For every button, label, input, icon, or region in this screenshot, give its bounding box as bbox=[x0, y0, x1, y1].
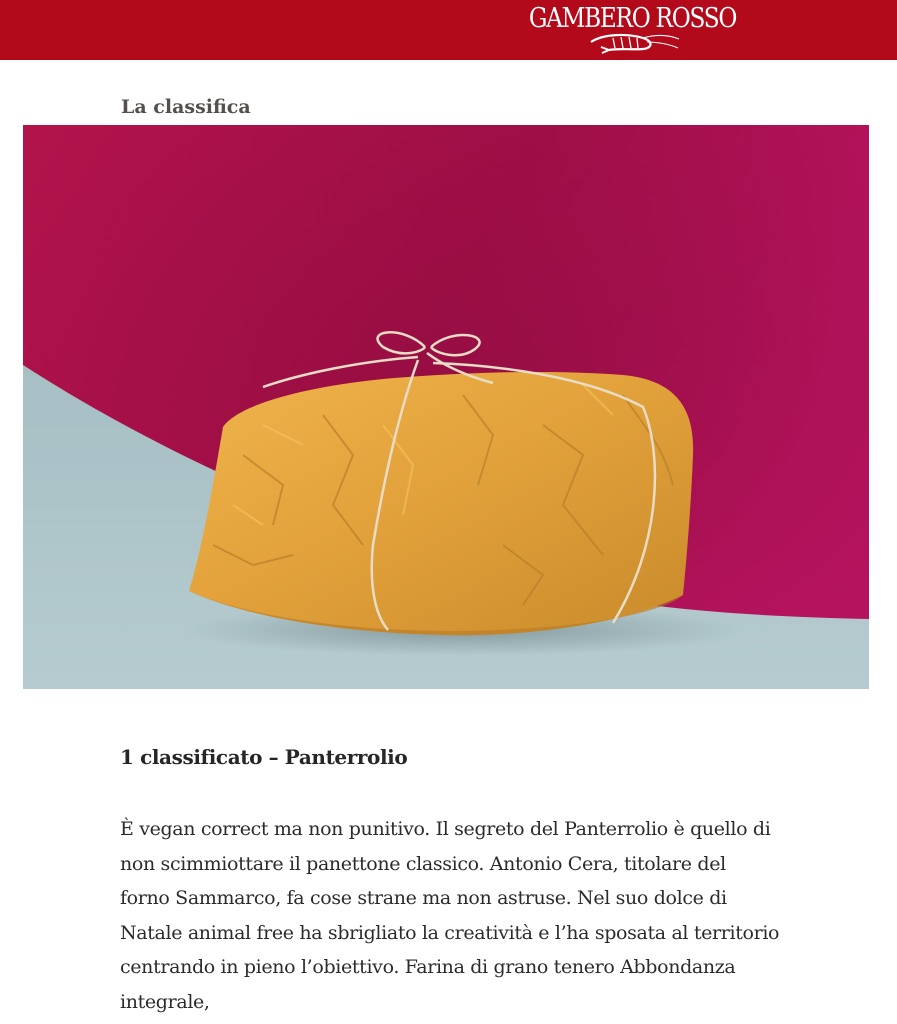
logo-text: GAMBERO ROSSO bbox=[528, 3, 737, 34]
top-bar bbox=[0, 0, 897, 60]
gambero-rosso-logo[interactable] bbox=[512, 2, 753, 58]
wrapped-panettone-photo[interactable] bbox=[23, 125, 869, 689]
product-heading: 1 classificato – Panterrolio bbox=[120, 745, 408, 769]
article-body-text: È vegan correct ma non punitivo. Il segreto del Panterrolio è quello di non scimmiottare il panettone classico. Antonio Cera, titolare del forno Sammarco, fa cose strane ma non astruse. Nel suo dolce di Natale animal free ha sbrigliato la creatività e l’ha sposata al territorio centrando in pieno l’obiettivo. Farina di grano tenero Abbondanza integrale, bbox=[120, 818, 780, 1013]
section-label: La classifica bbox=[121, 96, 251, 118]
